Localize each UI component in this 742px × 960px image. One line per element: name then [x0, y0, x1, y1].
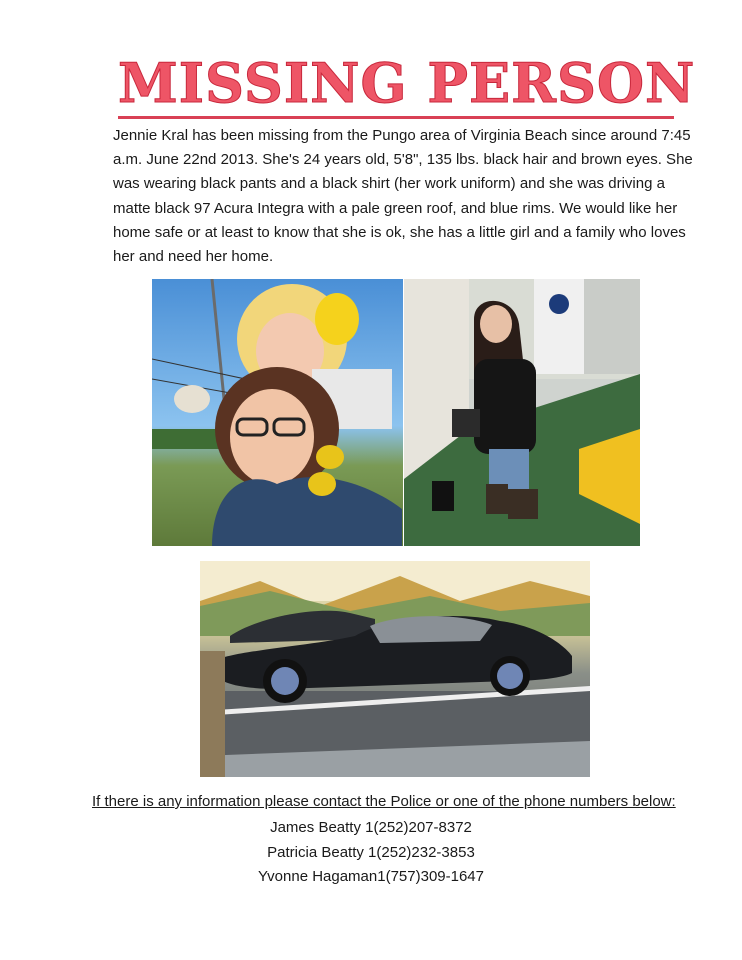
- contact-yvonne-hagaman: Yvonne Hagaman1(757)309-1647: [257, 868, 484, 885]
- contact-patricia-beatty: Patricia Beatty 1(252)232-3853: [267, 844, 475, 861]
- car-photo-illustration: [200, 561, 590, 777]
- missing-person-description: Jennie Kral has been missing from the Pungo area of Virginia Beach since around 7:45 a.m. June 22nd 2013. She's 24 years old, 5'8", 135 lbs. black hair and brown eyes. She was wearing black pants and a black shirt (her work uniform) and she was driving a matte black 97 Acura Integra with a pale green roof, and blue rims. We would like her home safe or at least to know that she is ok, she has a little girl and a family who loves her and need her home.: [113, 127, 693, 266]
- photo-selfie-with-child: [152, 279, 403, 546]
- title-underline: [118, 116, 674, 119]
- garage-photo-illustration: [404, 279, 640, 546]
- photo-black-acura-integra: [200, 561, 590, 777]
- contact-james-beatty: James Beatty 1(252)207-8372: [270, 819, 472, 836]
- contact-instructions: If there is any information please contact the Police or one of the phone numbers below:: [92, 793, 676, 810]
- selfie-photo-illustration: [152, 279, 403, 546]
- photo-full-body-garage: [404, 279, 640, 546]
- page-title: MISSING PERSON: [118, 51, 696, 115]
